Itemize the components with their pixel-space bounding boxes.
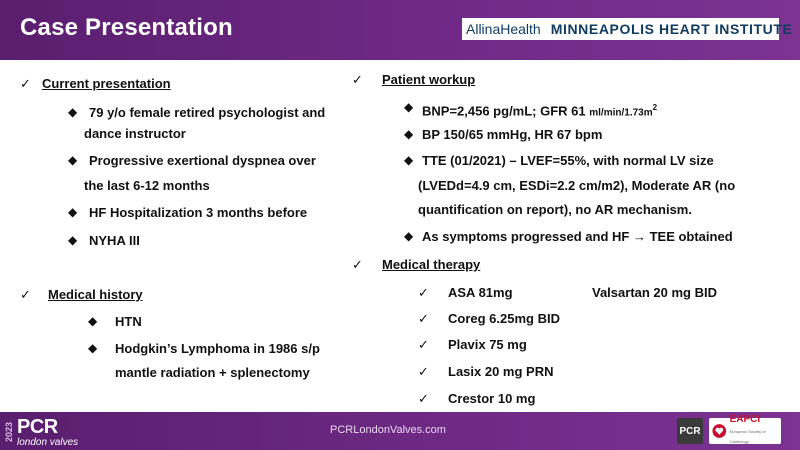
workup-symptoms	[422, 227, 733, 247]
medical-history-heading: Medical history	[48, 287, 143, 302]
patient-workup-heading: Patient workup	[382, 72, 476, 87]
workup-bp: BP 150/65 mmHg, HR 67 bpm	[422, 127, 603, 142]
pcr-logo: PCR	[17, 416, 58, 438]
therapy-item: Lasix 20 mg PRN	[448, 364, 554, 379]
check-icon: ✓	[418, 391, 429, 406]
check-icon: ✓	[418, 285, 429, 300]
therapy-item: Plavix 75 mg	[448, 337, 527, 352]
workup-tte-cont: quantification on report), no AR mechanism.	[418, 202, 692, 217]
diamond-bullet-icon: ◆	[68, 153, 78, 167]
pcr-logo-subtitle: london valves	[17, 437, 79, 448]
diamond-bullet-icon: ◆	[404, 229, 414, 243]
current-item: Progressive exertional dyspnea over	[89, 153, 316, 168]
check-icon: ✓	[20, 76, 31, 91]
workup-bnp-text: BNP=2,456 pg/mL; GFR 61	[422, 103, 586, 119]
check-icon: ✓	[352, 257, 363, 272]
medical-therapy-heading: Medical therapy	[382, 257, 481, 272]
logo-institute: MINNEAPOLIS HEART INSTITUTE	[550, 21, 793, 37]
diamond-bullet-icon: ◆	[88, 314, 98, 328]
diamond-bullet-icon: ◆	[404, 127, 414, 141]
current-item-cont: dance instructor	[84, 126, 186, 141]
current-item: 79 y/o female retired psychologist and	[89, 105, 326, 120]
pcr-badge-logo: PCR	[677, 418, 703, 444]
slide-title: Case Presentation	[20, 14, 233, 41]
therapy-item-valsartan: Valsartan 20 mg BID	[592, 285, 717, 300]
diamond-bullet-icon: ◆	[404, 153, 414, 167]
heart-icon	[712, 423, 727, 439]
diamond-bullet-icon: ◆	[68, 233, 78, 247]
current-item: HF Hospitalization 3 months before	[89, 205, 308, 220]
arrow-right-icon: →	[632, 229, 646, 244]
current-item-cont: the last 6-12 months	[84, 178, 210, 193]
diamond-bullet-icon: ◆	[68, 205, 78, 219]
check-icon: ✓	[20, 287, 31, 302]
history-item-cont: mantle radiation + splenectomy	[115, 365, 310, 380]
history-item: HTN	[115, 314, 142, 329]
symptoms-text: As symptoms progressed and HF	[422, 229, 630, 244]
gfr-unit: ml/min/1.73m	[589, 107, 653, 119]
workup-tte-cont: (LVEDd=4.9 cm, ESDi=2.2 cm/m2), Moderate AR (no	[418, 178, 736, 193]
diamond-bullet-icon: ◆	[404, 100, 414, 114]
diamond-bullet-icon: ◆	[68, 105, 78, 119]
current-item: NYHA III	[89, 233, 140, 248]
check-icon: ✓	[418, 337, 429, 352]
therapy-item: ASA 81mg	[448, 285, 513, 300]
eapci-label	[730, 415, 781, 447]
eapci-name: EAPCI	[729, 414, 761, 425]
footer-year: 2023	[4, 421, 14, 443]
footer-url-link[interactable]: PCRLondonValves.com	[330, 424, 446, 436]
therapy-item: Crestor 10 mg	[448, 391, 536, 406]
history-item: Hodgkin’s Lymphoma in 1986 s/p	[115, 341, 320, 356]
workup-tte: TTE (01/2021) – LVEF=55%, with normal LV size	[422, 153, 714, 168]
eapci-subtitle: European Society of Cardiology	[729, 429, 766, 444]
eapci-logo	[709, 414, 781, 444]
current-presentation-heading: Current presentation	[42, 76, 171, 91]
gfr-unit-sup: 2	[652, 103, 658, 112]
workup-bnp	[422, 98, 657, 123]
logo-brand: AllinaHealth	[466, 21, 541, 37]
symptoms-text-2: TEE obtained	[649, 229, 733, 244]
allina-logo	[462, 18, 793, 40]
header-bar	[0, 0, 800, 60]
check-icon: ✓	[418, 364, 429, 379]
check-icon: ✓	[418, 311, 429, 326]
check-icon: ✓	[352, 72, 363, 87]
diamond-bullet-icon: ◆	[88, 341, 98, 355]
therapy-item: Coreg 6.25mg BID	[448, 311, 560, 326]
